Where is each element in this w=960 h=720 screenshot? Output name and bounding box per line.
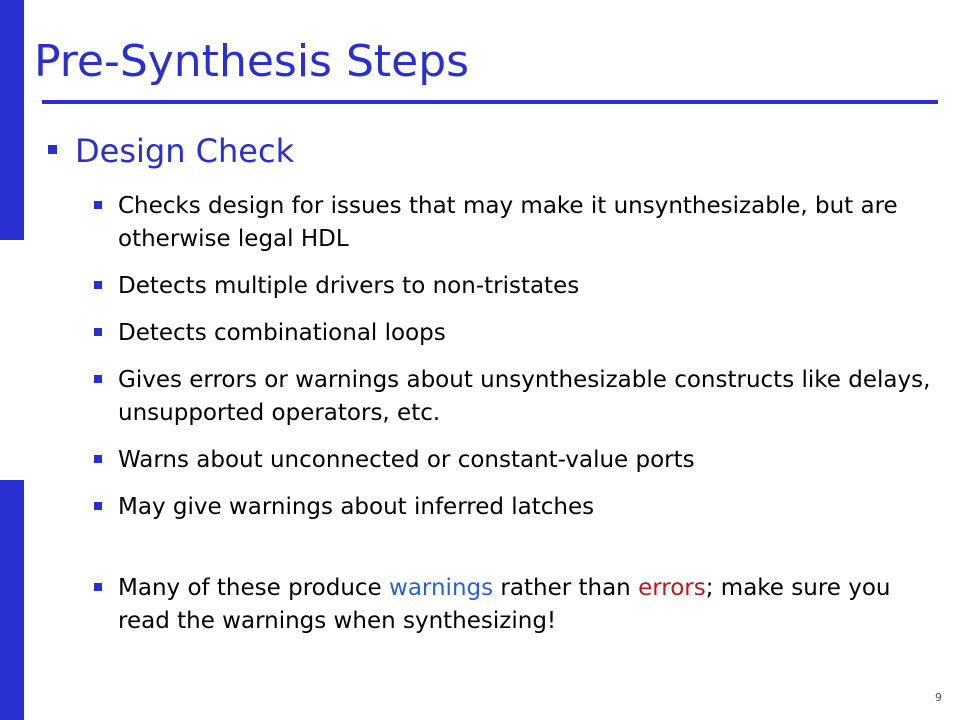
list-item [94, 190, 934, 256]
bullet-text: Detects combinational loops [118, 320, 446, 346]
left-accent-bar-bottom [0, 480, 24, 720]
list-item [94, 444, 934, 477]
section-heading: Design Check [75, 132, 295, 170]
list-item [94, 491, 934, 524]
square-bullet-icon [94, 502, 102, 510]
left-accent-bar-middle [0, 240, 24, 480]
bullet-text: Checks design for issues that may make it unsynthesizable, but are otherwise legal HDL [118, 193, 898, 252]
list-item [94, 364, 934, 430]
list-item-final [94, 572, 934, 638]
square-bullet-icon [94, 281, 102, 289]
square-bullet-icon [94, 455, 102, 463]
page-number: 9 [935, 691, 942, 704]
final-text-part2: rather than [493, 575, 639, 601]
square-bullet-icon [94, 375, 102, 383]
bullet-text: Detects multiple drivers to non-tristates [118, 273, 580, 299]
bullet-text: May give warnings about inferred latches [118, 494, 595, 520]
title-underline [42, 100, 938, 104]
bullet-list [94, 190, 934, 652]
heading-bullet [48, 128, 294, 174]
list-item [94, 317, 934, 350]
square-bullet-icon [94, 583, 102, 591]
left-accent-bar-top [0, 0, 24, 240]
bullet-text: Gives errors or warnings about unsynthesizable constructs like delays, unsupported operators, etc. [118, 367, 931, 426]
slide-title: Pre-Synthesis Steps [34, 36, 470, 87]
warnings-highlight: warnings [389, 575, 494, 601]
final-text-part3: ; make sure you read the warnings when synthesizing! [118, 575, 891, 634]
final-bullet-text [118, 572, 934, 638]
bullet-text: Warns about unconnected or constant-value ports [118, 447, 695, 473]
square-bullet-icon [48, 145, 57, 154]
square-bullet-icon [94, 328, 102, 336]
final-text-part1: Many of these produce [118, 575, 390, 601]
errors-highlight: errors [638, 575, 706, 601]
list-item [94, 270, 934, 303]
square-bullet-icon [94, 201, 102, 209]
